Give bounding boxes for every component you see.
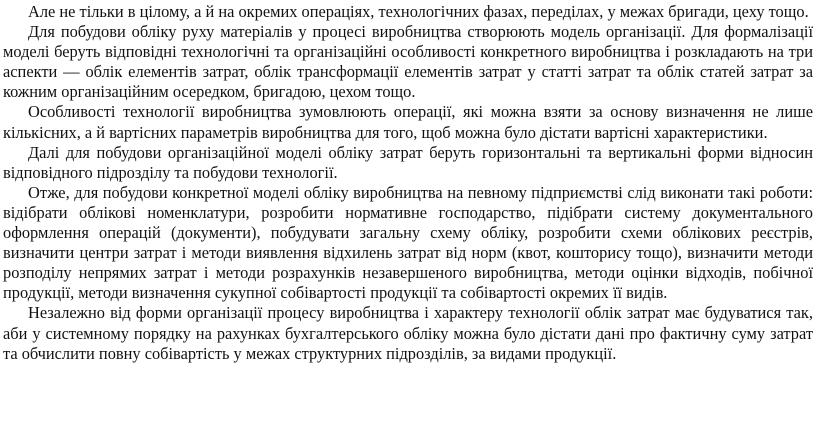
paragraph-2: Для побудови обліку руху матеріалів у процесі виробництва створюють модель організації. Для формалізації моделі беруть відповідні технологічні та організаційні особливості конкретного виробництва і розкладають на три аспекти — облік елементів затрат, облік трансформації елементів затрат у статті затрат та облік статей затрат за кожним організаційним осередком, бригадою, цехом тощо. bbox=[3, 22, 813, 102]
paragraph-4: Далі для побудови організаційної моделі обліку затрат беруть горизонтальні та вертикальні форми відносин відповідного підрозділу та побудови технології. bbox=[3, 142, 813, 182]
paragraph-1: Але не тільки в цілому, а й на окремих операціях, технологічних фазах, переділах, у межах бригади, цеху тощо. bbox=[28, 2, 809, 21]
paragraph-3: Особливості технології виробництва зумовлюють операції, які можна взяти за основу визначення не лише кількісних, а й вартісних параметрів виробництва для того, щоб можна було дістати вартісні характеристики. bbox=[3, 102, 813, 142]
paragraph-6: Незалежно від форми організації процесу виробництва і характеру технології облік затрат має будуватися так, аби у системному порядку на рахунках бухгалтерського обліку можна було дістати дані про фактичну суму затрат та обчислити повну собівартість у межах структурних підрозділів, за видами продукції. bbox=[3, 303, 813, 363]
paragraph-5: Отже, для побудови конкретної моделі обліку виробництва на певному підприємстві слід виконати такі роботи: відібрати облікові номенклатури, розробити нормативне господарство, підібрати систему документального оформлення операцій (документи), побудувати загальну схему обліку, розробити схеми облікових реєстрів, визначити центри затрат і методи виявлення відхилень затрат від норм (квот, кошторису тощо), визначити методи розподілу непрямих затрат і методи розрахунків незавершеного виробництва, методи оцінки відходів, побічної продукції, методи визначення сукупної собівартості продукції та собівартості окремих її видів. bbox=[3, 182, 813, 303]
